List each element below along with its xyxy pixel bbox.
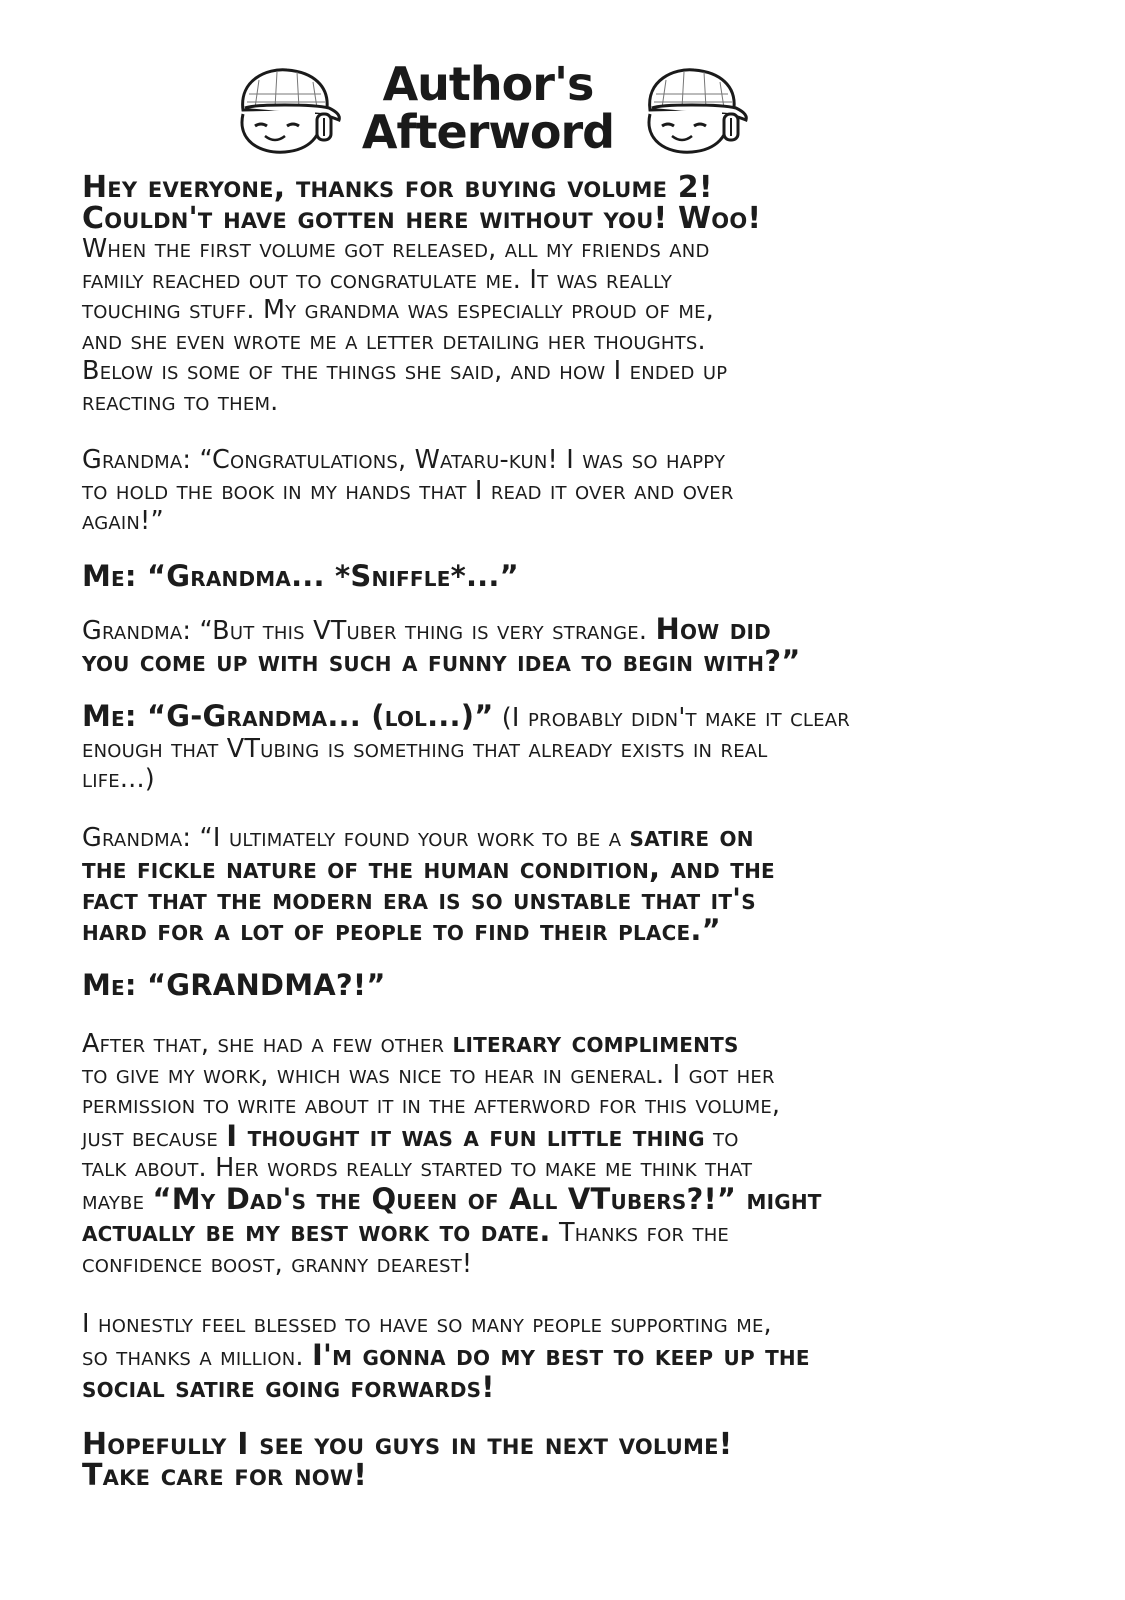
text-line <box>82 1216 1022 1249</box>
text-line <box>82 1027 1022 1060</box>
text-line: Me: “Grandma... *Sniffle*...” <box>82 558 519 593</box>
text-span: (I probably didn't make it clear <box>493 703 850 733</box>
paragraph-me-grandma <box>82 970 1022 1001</box>
paragraph-me-lol <box>82 701 1022 795</box>
text-line: Hopefully I see you guys in the next volume! <box>82 1427 733 1462</box>
text-line: life...) <box>82 764 155 794</box>
paragraph-grandma-satire <box>82 818 1022 947</box>
text-line <box>82 1118 1022 1154</box>
text-line: When the first volume got released, all my friends and <box>82 234 710 264</box>
text-line <box>82 1181 1022 1217</box>
paragraph-grandma-congrats <box>82 445 1022 537</box>
text-span-bold: Me: “G-Grandma... (lol...)” <box>82 699 494 733</box>
text-line: Couldn't have gotten here without you! Woo! <box>82 201 762 236</box>
text-line: social satire going forwards! <box>82 1370 495 1404</box>
title-line-1: Author's <box>382 57 594 111</box>
text-line: you come up with such a funny idea to begin with?” <box>82 644 801 678</box>
paragraph-closing <box>82 1429 1022 1491</box>
paragraph-me-sniffle <box>82 558 1022 593</box>
text-span: Thanks for the <box>550 1218 730 1248</box>
text-span-bold: actually be my best work to date. <box>82 1214 551 1248</box>
text-span-bold: I thought it was a fun little thing <box>226 1118 705 1153</box>
paragraph-first-volume <box>82 234 1022 417</box>
text-line <box>82 611 1022 647</box>
text-span: so thanks a million. <box>82 1341 313 1372</box>
afterword-header <box>0 58 1125 158</box>
text-line: I honestly feel blessed to have so many people supporting me, <box>82 1309 772 1339</box>
text-span: Grandma: “I ultimately found your work to be a <box>82 822 630 853</box>
text-span: to <box>704 1122 739 1153</box>
text-line: enough that VTubing is something that already exists in real <box>82 733 768 764</box>
text-line: to give my work, which was nice to hear in general. I got her <box>82 1059 775 1090</box>
text-line: Hey everyone, thanks for buying volume 2! <box>82 170 713 205</box>
page-title <box>360 57 616 159</box>
text-span-bold: How did <box>655 611 771 646</box>
text-span: just because <box>82 1122 227 1153</box>
text-line <box>82 1337 1022 1373</box>
text-span-bold: satire on <box>629 818 754 853</box>
paragraph-blessed <box>82 1309 1022 1403</box>
text-line <box>82 701 1022 734</box>
text-line: Take care for now! <box>82 1458 368 1493</box>
text-line <box>82 818 1022 854</box>
text-span: After that, she had a few other <box>82 1029 453 1059</box>
text-line: again!” <box>82 506 164 536</box>
text-line: family reached out to congratulate me. It was really <box>82 264 673 295</box>
text-line: permission to write about it in the afterword for this volume, <box>82 1090 781 1120</box>
text-line: and she even wrote me a letter detailing her thoughts. <box>82 325 706 356</box>
title-line-2: Afterword <box>361 105 615 159</box>
text-line: to hold the book in my hands that I read it over and over <box>82 475 734 506</box>
text-span-bold: I'm gonna do my best to keep up the <box>312 1337 810 1372</box>
text-line: fact that the modern era is so unstable that it's <box>82 882 756 916</box>
text-span: maybe <box>82 1185 153 1216</box>
text-span: Grandma: “But this VTuber thing is very strange. <box>82 615 656 646</box>
text-line: Below is some of the things she said, and how I ended up <box>82 356 728 386</box>
afterword-body <box>82 172 1022 1491</box>
paragraph-grandma-vtuber <box>82 611 1022 678</box>
author-mascot-right-icon <box>632 64 750 156</box>
text-span-bold: literary compliments <box>452 1025 739 1059</box>
text-line: Grandma: “Congratulations, Wataru-kun! I was so happy <box>82 445 726 475</box>
text-line: touching stuff. My grandma was especially proud of me, <box>82 295 714 325</box>
author-mascot-left-icon <box>225 64 343 156</box>
paragraph-after-that <box>82 1027 1022 1279</box>
text-line: Me: “GRANDMA?!” <box>82 968 386 1002</box>
text-span-bold: “My Dad's the Queen of All VTubers?!” might <box>152 1181 822 1216</box>
text-line: confidence boost, granny dearest! <box>82 1248 473 1279</box>
text-line: the fickle nature of the human condition, and the <box>82 851 775 885</box>
paragraph-greeting <box>82 172 1022 234</box>
text-line: talk about. Her words really started to make me think that <box>82 1153 753 1183</box>
text-line: reacting to them. <box>82 386 279 417</box>
text-line: hard for a lot of people to find their place.” <box>82 913 721 947</box>
